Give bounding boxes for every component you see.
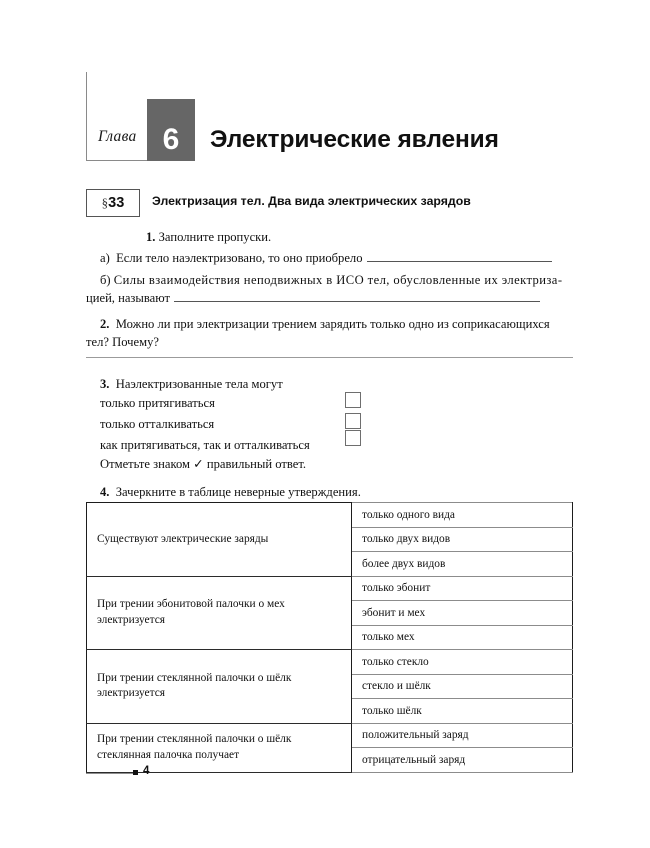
page-number: 4 [143,765,150,777]
task-1-blank-a[interactable] [367,250,552,262]
table-row [87,650,573,675]
task-1-blank-b[interactable] [174,290,540,302]
table-statement-line-1: При трении стеклянной палочки о шёлк [97,671,292,684]
table-option-cell[interactable]: только эбонит [352,576,573,601]
table-option-cell[interactable]: эбонит и мех [352,601,573,626]
task-4-prompt-text: Зачеркните в таблице неверные утверждения. [115,485,361,499]
table-statement-cell-2 [87,576,352,650]
chapter-number-box [147,99,195,161]
footer-square-marker [133,770,138,775]
table-option-cell[interactable]: стекло и шёлк [352,674,573,699]
table-option-cell[interactable]: только двух видов [352,527,573,552]
task-4-number: 4. [100,485,110,499]
table-option-cell[interactable]: только шёлк [352,699,573,724]
table-statement-cell-4 [87,723,352,772]
task-3-note: Отметьте знаком ✓ правильный ответ. [100,457,307,471]
table-option-cell[interactable]: отрицательный заряд [352,748,573,773]
task-3-number: 3. [100,377,110,391]
table-statement-line-1: При трении стеклянной палочки о шёлк [97,733,292,746]
task-1-prompt-text: Заполните пропуски. [158,230,272,244]
chapter-header [86,72,573,164]
task-1-item-a-marker: а) [100,251,110,265]
task-3-prompt [100,375,573,393]
task-1-item-b [100,271,573,289]
task-3-checkbox-1[interactable] [345,392,361,408]
section-number-badge [86,189,140,217]
table-option-cell[interactable]: положительный заряд [352,723,573,748]
task-2-text-line-2: тел? Почему? [86,335,159,349]
task-1-number: 1. [146,230,156,244]
table-statement-cell-3 [87,650,352,724]
task-2-line-1 [100,315,573,333]
table-statement-line-2: электризуется [97,613,165,626]
task-3-prompt-text: Наэлектризованные тела могут [115,377,283,391]
section-header [86,189,573,217]
table-row [87,723,573,748]
task-1-item-b-text: Силы взаимодействия неподвижных в ИСО тел, обусловленные их электриза- [113,273,563,287]
table-row [87,503,573,528]
task-1-item-a [100,249,573,267]
section-title: Электризация тел. Два вида электрических зарядов [152,194,471,208]
task-2-text-line-1: Можно ли при электризации трением зарядить только одно из соприкасающихся [115,317,550,331]
task-1-item-b-cont [86,289,573,307]
table-row [87,576,573,601]
table-option-cell[interactable]: более двух видов [352,552,573,577]
table-statement-line-1: Существуют электрические заряды [97,532,269,545]
task-4-prompt [100,483,573,501]
chapter-number: 6 [162,123,180,156]
task-3-option-1-label: только притягиваться [100,396,215,410]
task-2-number: 2. [100,317,110,331]
task-1-item-b-marker: б) [100,273,111,287]
section-divider-1 [86,357,573,358]
statements-table [86,502,573,773]
page-title: Электрические явления [210,126,499,153]
table-statement-line-2: стеклянная палочка получает [97,748,240,761]
table-option-cell[interactable]: только стекло [352,650,573,675]
page-footer [86,766,286,780]
task-3-option-2-label: только отталкиваться [100,417,215,431]
chapter-label: Глава [98,128,137,145]
task-2-line-2 [86,333,573,351]
task-1-item-a-text: Если тело наэлектризовано, то оно приобрело [116,251,363,265]
section-symbol: § [101,195,109,210]
footer-rule [86,773,133,774]
task-1-item-b-text-cont: цией, называют [86,291,170,305]
task-3-checkbox-3[interactable] [345,430,361,446]
task-1-prompt [86,228,573,246]
table-statement-line-2: электризуется [97,687,165,700]
table-option-cell[interactable]: только мех [352,625,573,650]
table-statement-line-1: При трении эбонитовой палочки о мех [97,598,285,611]
task-3-checkbox-2[interactable] [345,413,361,429]
section-number: 33 [108,195,125,211]
table-option-cell[interactable]: только одного вида [352,503,573,528]
task-3-option-3-label: как притягиваться, так и отталкиваться [100,438,310,452]
table-statement-cell-1 [87,503,352,577]
